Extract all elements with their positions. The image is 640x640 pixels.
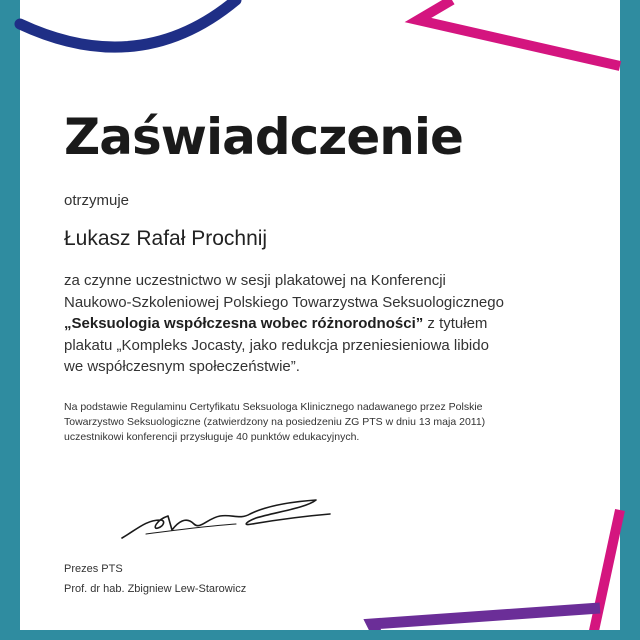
body-line-3 (64, 313, 584, 335)
magenta-bottom-angle (592, 510, 620, 640)
body-line-1: za czynne uczestnictwo w sesji plakatowej na Konferencji (64, 272, 446, 289)
magenta-angle (418, 0, 620, 66)
signatory-role: Prezes PTS (64, 563, 123, 575)
right-border-stripe (620, 0, 640, 640)
note-line-2: Towarzystwo Seksuologiczne (zatwierdzony na posiedzeniu ZG PTS w dniu 13 maja 2011) (64, 416, 486, 428)
body-line-4: plakatu „Kompleks Jocasty, jako redukcja przeniesieniowa libido (64, 336, 489, 354)
conference-name: „Seksuologia współczesna wobec różnorodności” (64, 315, 424, 333)
navy-arc (20, 0, 236, 47)
certificate-title: Zaświadczenie (64, 108, 463, 166)
left-border-stripe (0, 0, 20, 640)
receives-label: otrzymuje (64, 192, 130, 209)
body-line-5: we współczesnym społeczeństwie”. (64, 358, 300, 376)
body-line-3-rest: z tytułem (423, 315, 488, 333)
note-line-3: uczestnikowi konferencji przysługuje 40 punktów edukacyjnych. (64, 431, 360, 443)
recipient-name: Łukasz Rafał Prochnij (64, 227, 268, 250)
signature-icon (116, 490, 336, 550)
certificate-body (64, 270, 584, 378)
note-line-1: Na podstawie Regulaminu Certyfikatu Seksuologa Klinicznego nadawanego przez Polskie (64, 401, 483, 413)
signatory-name: Prof. dr hab. Zbigniew Lew-Starowicz (64, 583, 247, 595)
body-line-2: Naukowo-Szkoleniowej Polskiego Towarzystwa Seksuologicznego (64, 293, 504, 311)
bottom-border-stripe (0, 630, 640, 640)
regulation-note (64, 400, 584, 445)
